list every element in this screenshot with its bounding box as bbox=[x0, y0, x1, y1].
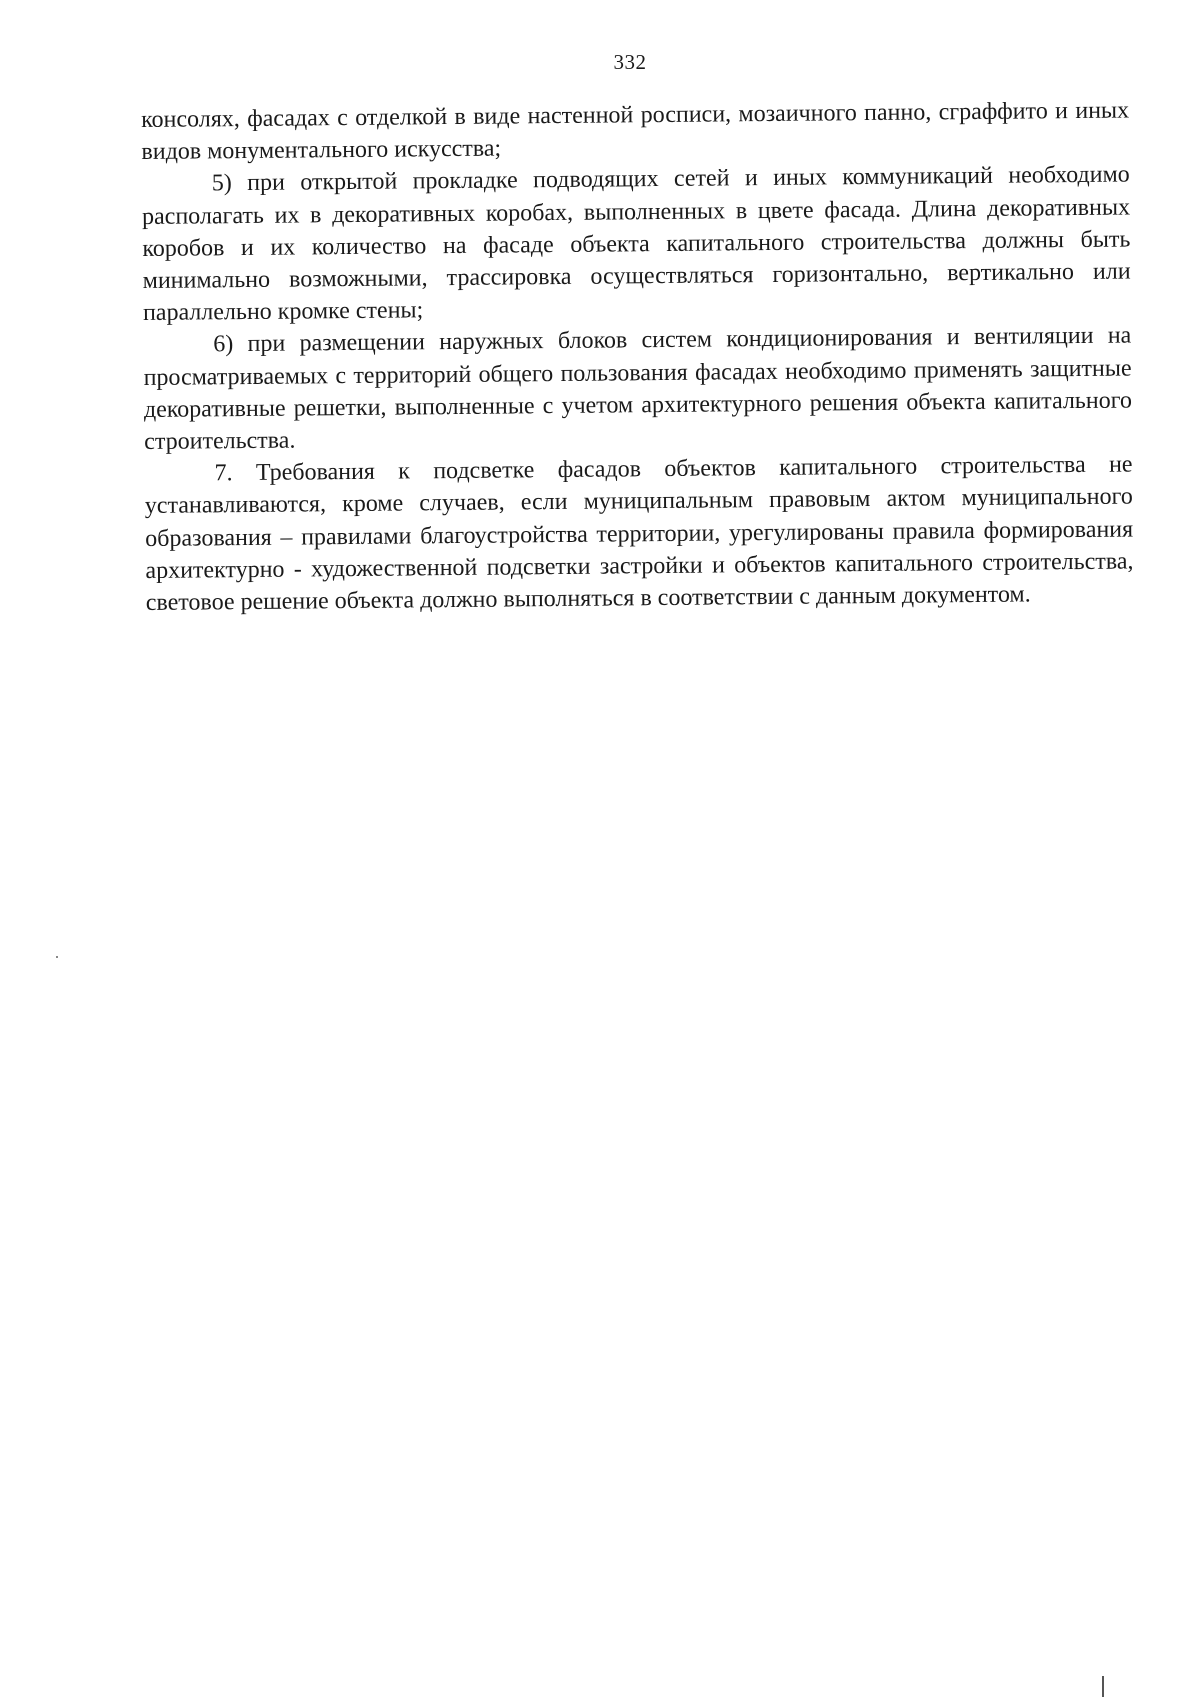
page-number: 332 bbox=[613, 50, 647, 74]
paragraph-continuation: консолях, фасадах с отделкой в виде настенной росписи, мозаичного панно, сграффито и иных видов монументального искусства; bbox=[141, 97, 1130, 166]
paragraph-item-6: 6) при размещении наружных блоков систем кондиционирования и вентиляции на просматриваемых с территорий общего пользования фасадах необходимо применять защитные декоративные решетки, выполненные с учетом архитектурного решения объекта капитального строительства. bbox=[143, 322, 1133, 456]
document-body bbox=[141, 95, 1134, 620]
paragraph-item-5: 5) при открытой прокладке подводящих сетей и иных коммуникаций необходимо располагать их в декоративных коробах, выполненных в цвете фасада. Длина декоративных коробов и их количество на фасаде объекта капитального строительства должны быть минимально возможными, трассировка осуществляться горизонтально, вертикально или параллельно кромке стены; bbox=[141, 161, 1131, 327]
scan-edge-mark bbox=[1102, 1676, 1104, 1697]
paragraph-section-7: 7. Требования к подсветке фасадов объектов капитального строительства не устанавливаются, кроме случаев, если муниципальным правовым актом муниципального образования – правилами благоустройства территории, урегулированы правила формирования архитектурно - художественной подсветки застройки и объектов капитального строительства, световое решение объекта должно выполняться в соответствии с данным документом. bbox=[144, 451, 1134, 617]
scan-speck bbox=[56, 956, 58, 958]
